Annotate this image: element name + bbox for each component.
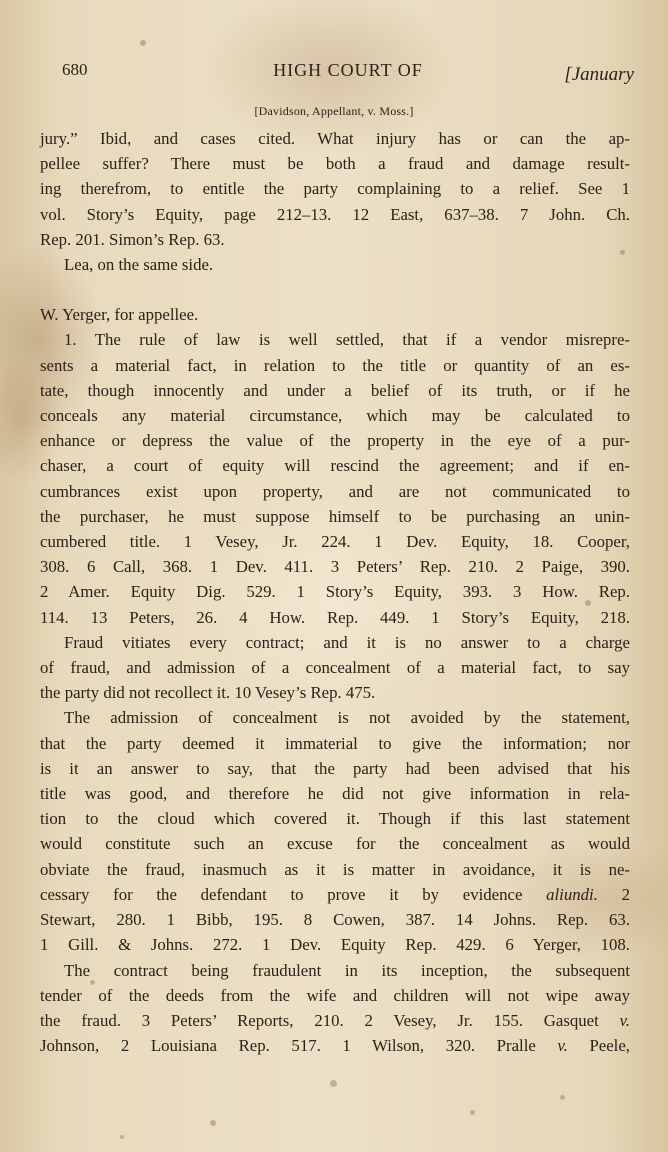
text-line: pellee suffer? There must be both a fraud and damage result- — [40, 154, 630, 174]
italic-term: v. — [557, 1036, 568, 1056]
text-line: is it an answer to say, that the party had been advised that his — [40, 758, 630, 778]
text-line: W. Yerger, for appellee. — [40, 305, 199, 325]
text-run: the fraud. 3 Peters’ Reports, 210. 2 Vesey, Jr. 155. Gasquet — [40, 1010, 620, 1030]
text-line: jury.” Ibid, and cases cited. What injury has or can the ap- — [40, 129, 630, 148]
running-title: HIGH COURT OF — [273, 60, 423, 80]
text-line: of fraud, and admission of a concealment of a material fact, to say — [40, 658, 630, 678]
text-line: title was good, and therefore he did not give information in rela- — [40, 784, 630, 804]
case-caption: [Davidson, Appellant, v. Moss.] — [254, 104, 414, 118]
text-line — [40, 882, 630, 907]
page-number: 680 — [62, 60, 88, 79]
paragraph-gap — [40, 277, 630, 302]
body-text — [40, 126, 630, 1058]
text-line: The admission of concealment is not avoided by the statement, — [64, 708, 630, 728]
running-month: [January — [564, 64, 634, 85]
text-line: 1 Gill. & Johns. 272. 1 Dev. Equity Rep. 429. 6 Yerger, 108. — [40, 935, 630, 955]
text-run: cessary for the defendant to prove it by evidence — [40, 884, 547, 904]
text-line: enhance or depress the value of the property in the eye of a pur- — [40, 431, 630, 451]
text-line: chaser, a court of equity will rescind the agreement; and if en- — [40, 456, 630, 476]
text-line: conceals any material circumstance, which may be calculated to — [40, 406, 630, 426]
text-line: 308. 6 Call, 368. 1 Dev. 411. 3 Peters’ Rep. 210. 2 Paige, 390. — [40, 557, 630, 577]
italic-term: aliundi. — [546, 884, 598, 904]
text-line: tate, though innocently and under a belief of its truth, or if he — [40, 380, 630, 400]
text-run: 2 — [597, 884, 630, 904]
text-line: cumbered title. 1 Vesey, Jr. 224. 1 Dev. Equity, 18. Cooper, — [40, 532, 630, 552]
text-line: ing therefrom, to entitle the party complaining to a relief. See 1 — [40, 179, 630, 199]
text-line: sents a material fact, in relation to the title or quantity of an es- — [40, 355, 630, 375]
text-line: cumbrances exist upon property, and are not communicated to — [40, 481, 630, 501]
text-line: would constitute such an excuse for the concealment as would — [40, 834, 630, 854]
text-line: that the party deemed it immaterial to give the information; nor — [40, 733, 630, 753]
text-line — [40, 1033, 630, 1058]
text-line: Lea, on the same side. — [64, 255, 214, 275]
text-line: 2 Amer. Equity Dig. 529. 1 Story’s Equity, 393. 3 How. Rep. — [40, 582, 630, 602]
text-run: Peele, — [567, 1036, 630, 1056]
text-line: 114. 13 Peters, 26. 4 How. Rep. 449. 1 Story’s Equity, 218. — [40, 607, 630, 627]
running-header — [62, 60, 634, 92]
text-line: Rep. 201. Simon’s Rep. 63. — [40, 229, 225, 249]
text-line: 1. The rule of law is well settled, that if a vendor misrepre- — [64, 330, 630, 350]
text-line: Stewart, 280. 1 Bibb, 195. 8 Cowen, 387. 14 Johns. Rep. 63. — [40, 910, 630, 930]
text-line: vol. Story’s Equity, page 212–13. 12 East, 637–38. 7 John. Ch. — [40, 204, 630, 224]
text-line: Fraud vitiates every contract; and it is no answer to a charge — [64, 632, 630, 652]
text-line: The contract being fraudulent in its inception, the subsequent — [64, 960, 630, 980]
text-line: obviate the fraud, inasmuch as it is matter in avoidance, it is ne- — [40, 859, 630, 879]
text-line — [40, 1008, 630, 1033]
text-line: tender of the deeds from the wife and children will not wipe away — [40, 985, 630, 1005]
italic-term: v. — [619, 1010, 630, 1030]
text-line: tion to the cloud which covered it. Though if this last statement — [40, 809, 630, 829]
text-run: Johnson, 2 Louisiana Rep. 517. 1 Wilson, 320. Pralle — [40, 1036, 558, 1056]
text-line: the party did not recollect it. 10 Vesey’s Rep. 475. — [40, 683, 376, 703]
text-line: the purchaser, he must suppose himself to be purchasing an unin- — [40, 506, 630, 526]
